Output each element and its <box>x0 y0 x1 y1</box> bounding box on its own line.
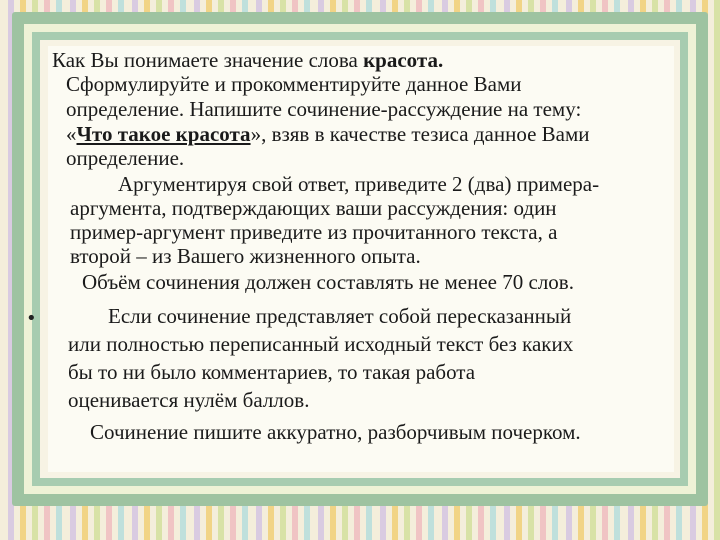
retelling-line-4: оценивается нулём баллов. <box>68 388 310 412</box>
argument-line-1: Аргументируя свой ответ, приведите 2 (два) примера- <box>118 172 600 196</box>
task-line-2: Сформулируйте и прокомментируйте данное Вами <box>66 72 522 96</box>
retelling-line-2: или полностью переписанный исходный текст без каких <box>68 332 574 356</box>
neatness-requirement: Сочинение пишите аккуратно, разборчивым почерком. <box>90 420 581 444</box>
argument-line-2: аргумента, подтверждающих ваши рассуждения: один <box>70 196 557 220</box>
volume-requirement: Объём сочинения должен составлять не менее 70 слов. <box>82 270 574 294</box>
essay-topic: Что такое красота <box>76 122 251 146</box>
argument-line-4: второй – из Вашего жизненного опыта. <box>70 244 421 268</box>
argument-line-3: пример-аргумент приведите из прочитанного текста, а <box>70 220 558 244</box>
bullet-marker: • <box>26 308 37 329</box>
task-line-4-rest: », взяв в качестве тезиса данное Вами <box>250 122 590 146</box>
keyword-beauty: красота. <box>363 48 444 72</box>
task-intro: Как Вы понимаете значение слова <box>52 48 364 72</box>
retelling-line-1: Если сочинение представляет собой пересказанный <box>108 304 572 328</box>
task-line-3: определение. Напишите сочинение-рассуждение на тему: <box>66 97 582 121</box>
task-line-5: определение. <box>66 146 185 170</box>
task-line-1 <box>52 48 443 73</box>
quote-open: « <box>66 122 77 146</box>
task-line-4 <box>66 122 590 147</box>
retelling-line-3: бы то ни было комментариев, то такая работа <box>68 360 476 384</box>
